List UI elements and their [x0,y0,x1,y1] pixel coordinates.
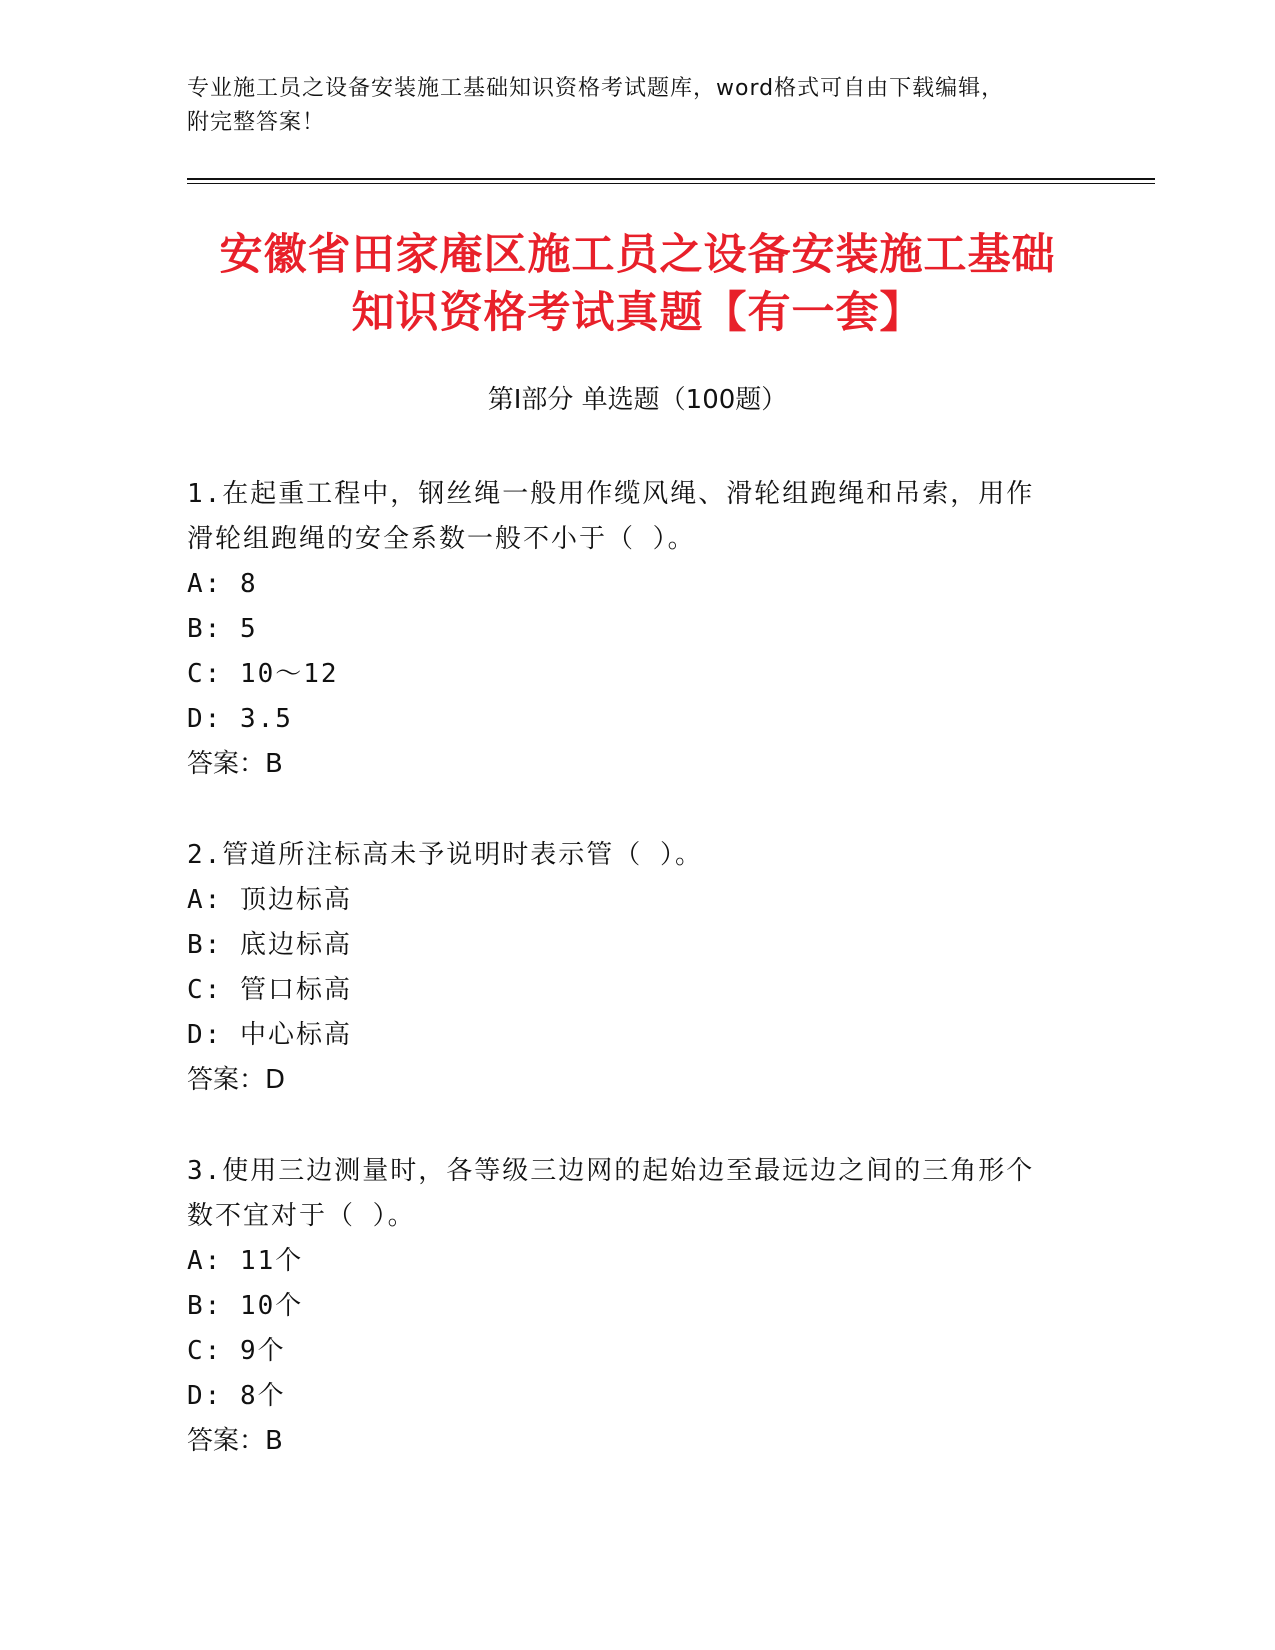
question-list [187,472,1067,1510]
option-c: C: 10～12 [187,659,339,689]
question-stem: 3.使用三边测量时，各等级三边网的起始边至最远边之间的三角形个 [187,1156,1035,1186]
option-c: C: 管口标高 [187,975,352,1005]
option-a: A: 11个 [187,1246,304,1276]
question-stem-continued: 数不宜对于（ ）。 [187,1201,416,1231]
document-title-line-2: 知识资格考试真题【有一套】 [351,288,924,338]
option-d: D: 8个 [187,1381,286,1411]
question-stem: 2.管道所注标高未予说明时表示管（ ）。 [187,840,703,870]
option-d: D: 3.5 [187,704,293,734]
option-b: B: 10个 [187,1291,304,1321]
answer-line: 答案：B [187,749,283,779]
question-2 [187,833,1067,1103]
header-note-line-1: 专业施工员之设备安装施工基础知识资格考试题库，word格式可自由下载编辑， [187,76,1005,101]
question-stem-continued: 滑轮组跑绳的安全系数一般不小于（ ）。 [187,524,696,554]
option-a: A: 8 [187,569,258,599]
option-b: B: 5 [187,614,258,644]
option-d: D: 中心标高 [187,1020,352,1050]
document-title [150,226,1125,342]
question-1 [187,472,1067,787]
header-rule-thick [187,178,1155,180]
option-a: A: 顶边标高 [187,885,352,915]
question-stem: 1.在起重工程中，钢丝绳一般用作缆风绳、滑轮组跑绳和吊索，用作 [187,479,1035,509]
document-title-line-1: 安徽省田家庵区施工员之设备安装施工基础 [219,230,1056,280]
header-note-line-2: 附完整答案！ [187,110,326,135]
option-b: B: 底边标高 [187,930,352,960]
section-heading: 第Ⅰ部分 单选题（100题） [487,385,788,415]
answer-line: 答案：B [187,1426,283,1456]
option-c: C: 9个 [187,1336,286,1366]
header-note [187,72,1067,140]
header-rule-thin [187,183,1155,184]
question-3 [187,1149,1067,1464]
answer-line: 答案：D [187,1065,286,1095]
